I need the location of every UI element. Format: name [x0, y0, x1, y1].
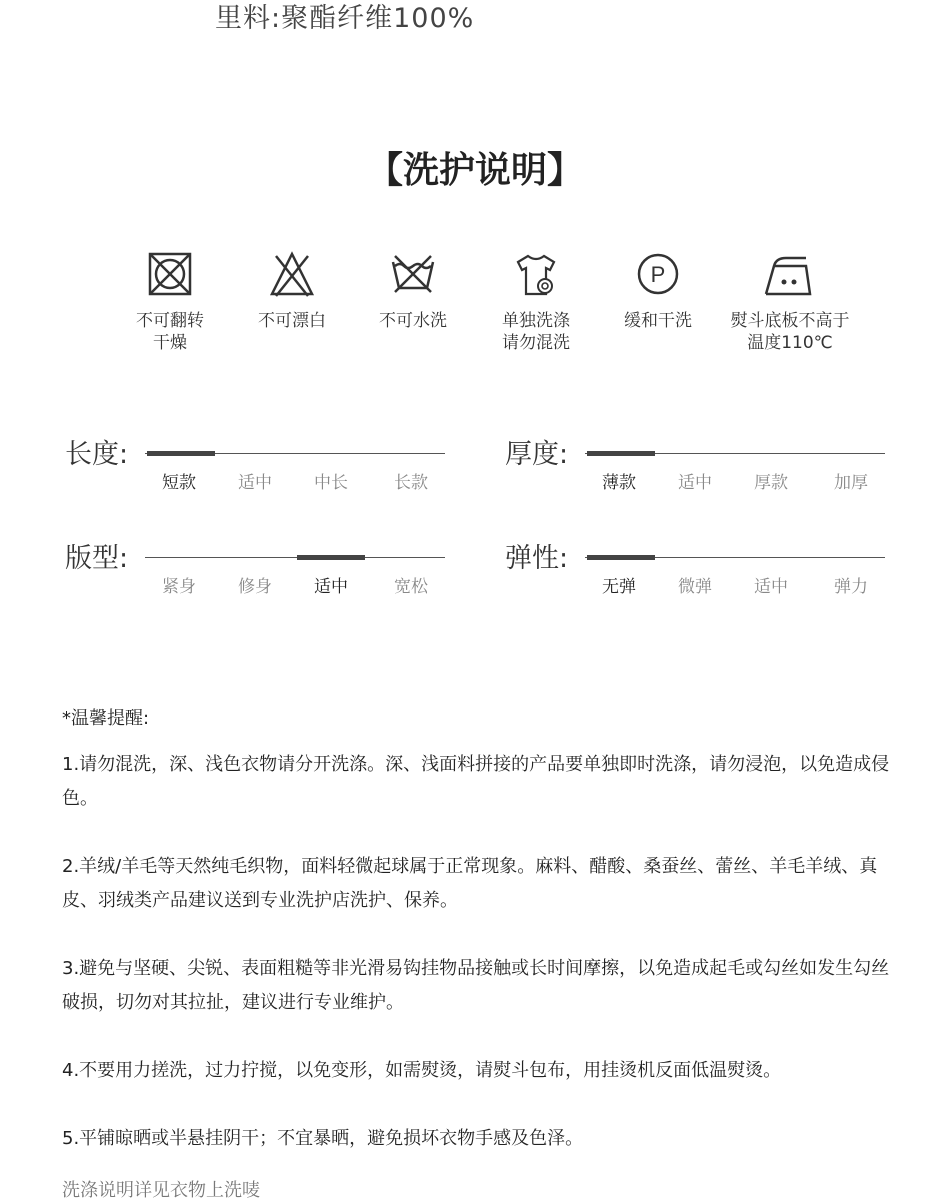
note-item: 3.避免与坚硬、尖锐、表面粗糙等非光滑易钩挂物品接触或长时间摩擦，以免造成起毛或勾丝如发生勾丝破损，切勿对其拉扯，建议进行专业维护。 [62, 958, 890, 1013]
care-label: 熨斗底板不高于 [730, 311, 850, 331]
spec-option: 适中 [238, 473, 272, 493]
spec-selected-marker [297, 555, 365, 560]
spec-name: 长度: [65, 439, 129, 470]
spec-option: 厚款 [754, 473, 788, 493]
care-item-no-tumble-dry [100, 250, 240, 354]
care-item-iron-low [720, 250, 860, 354]
spec-option: 紧身 [162, 577, 196, 597]
spec-option: 无弹 [602, 577, 636, 597]
care-label: 温度110℃ [747, 333, 833, 353]
no-tumble-dry-icon [142, 250, 198, 300]
care-label: 单独洗涤 [502, 311, 570, 331]
spec-option: 薄款 [602, 473, 636, 493]
spec-option: 短款 [162, 473, 196, 493]
spec-option: 长款 [394, 473, 428, 493]
care-item-no-bleach [222, 250, 362, 332]
spec-elasticity [505, 542, 890, 612]
notes-heading: *温馨提醒: [62, 708, 150, 729]
care-label: 缓和干洗 [624, 311, 692, 331]
note-item: 1.请勿混洗，深、浅色衣物请分开洗涤。深、浅面料拼接的产品要单独即时洗涤，请勿浸泡，以免造成侵色。 [62, 754, 890, 809]
spec-option: 加厚 [834, 473, 868, 493]
footer-note: 洗涤说明详见衣物上洗唛 [62, 1180, 260, 1201]
spec-length [65, 438, 450, 508]
lining-composition: 里料:聚酯纤维100% [215, 3, 475, 34]
spec-option: 适中 [754, 577, 788, 597]
spec-option: 弹力 [834, 577, 868, 597]
spec-option: 宽松 [394, 577, 428, 597]
care-item-wash-separately [466, 250, 606, 354]
spec-name: 版型: [65, 543, 129, 574]
care-label: 干燥 [153, 333, 187, 353]
care-label: 不可翻转 [136, 311, 204, 331]
care-item-gentle-dry-clean [588, 250, 728, 332]
section-title: 【洗护说明】 [366, 150, 583, 191]
no-bleach-icon [264, 250, 320, 300]
spec-selected-marker [587, 555, 655, 560]
note-item: 2.羊绒/羊毛等天然纯毛织物，面料轻微起球属于正常现象。麻料、醋酸、桑蚕丝、蕾丝、羊毛羊绒、真皮、羽绒类产品建议送到专业洗护店洗护、保养。 [62, 856, 878, 911]
spec-name: 厚度: [505, 439, 569, 470]
care-label: 不可水洗 [379, 311, 447, 331]
spec-option: 修身 [238, 577, 272, 597]
spec-option: 微弹 [678, 577, 712, 597]
spec-selected-marker [147, 451, 215, 456]
note-item: 5.平铺晾晒或半悬挂阴干；不宜暴晒，避免损坏衣物手感及色泽。 [62, 1128, 584, 1149]
note-item: 4.不要用力搓洗，过力拧搅，以免变形，如需熨烫，请熨斗包布，用挂烫机反面低温熨烫。 [62, 1060, 782, 1081]
care-label: 请勿混洗 [502, 333, 570, 353]
spec-fit [65, 542, 450, 612]
care-label: 不可漂白 [258, 311, 326, 331]
svg-text:P: P [650, 262, 666, 287]
spec-option: 中长 [314, 473, 348, 493]
care-notes [62, 704, 892, 1190]
spec-track [145, 557, 445, 558]
spec-thickness [505, 438, 890, 508]
spec-option: 适中 [678, 473, 712, 493]
care-item-no-wash [343, 250, 483, 332]
iron-low-icon [762, 250, 818, 300]
no-wash-icon [385, 250, 441, 300]
spec-name: 弹性: [505, 543, 569, 574]
spec-selected-marker [587, 451, 655, 456]
spec-option: 适中 [314, 577, 348, 597]
gentle-dry-clean-icon [630, 250, 686, 300]
wash-separately-icon [508, 250, 564, 300]
